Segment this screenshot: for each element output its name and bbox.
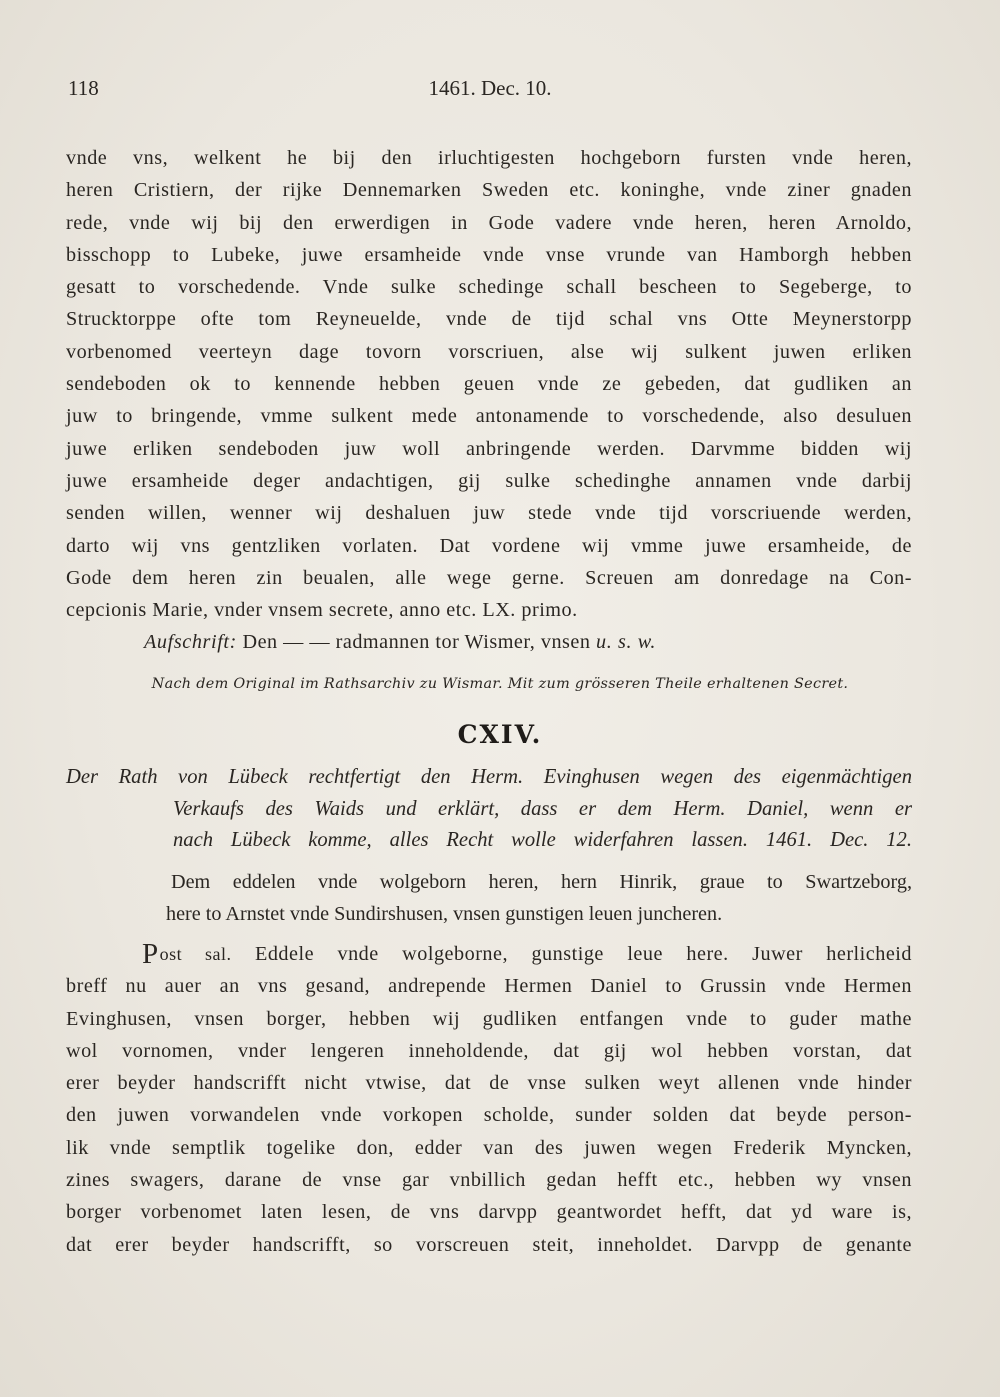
aufschrift-abbrev: u. s. w. <box>596 631 656 654</box>
letter-body <box>66 938 912 1261</box>
first-line-text: Eddele vnde wolgeborne, gunstige leue here. Juwer herlicheid <box>231 943 912 965</box>
text-line: Evinghusen, vnsen borger, hebben wij gudliken entfangen vnde to guder mathe <box>66 1007 912 1030</box>
text-line: erer beyder handscrifft nicht vtwise, dat de vnse sulken weyt allenen vnde hinder <box>66 1072 912 1095</box>
text-line: senden willen, wenner wij deshaluen juw stede vnde tijd vorscriuende werden, <box>66 502 912 525</box>
text-line: Strucktorppe ofte tom Reyneuelde, vnde de tijd schal vns Otte Meynerstorpp <box>66 308 912 331</box>
text-line: bisschopp to Lubeke, juwe ersamheide vnde vnse vrunde van Hamborgh hebben <box>66 243 912 266</box>
running-title: 1461. Dec. 10. <box>428 76 552 100</box>
text-line: borger vorbenomet laten lesen, de vns darvpp geantwordet hefft, dat yd ware is, <box>66 1201 912 1224</box>
page-number: 118 <box>68 76 99 100</box>
text-line: breff nu auer an vns gesand, andrepende Hermen Daniel to Grussin vnde Hermen <box>66 975 912 998</box>
text-line: cepcionis Marie, vnder vnsem secrete, anno etc. LX. primo. <box>66 599 578 622</box>
summary-line: Verkaufs des Waids und erklärt, dass er dem Herm. Daniel, wenn er <box>173 797 912 820</box>
summary-line: nach Lübeck komme, alles Recht wolle widerfahren lassen. 1461. Dec. 12. <box>173 829 912 851</box>
text-line: lik vnde semptlik togelike don, edder van des juwen wegen Frederik Myncken, <box>66 1136 912 1159</box>
aufschrift <box>66 626 912 658</box>
text-line: juwe erliken sendeboden juw woll anbringende werden. Darvmme bidden wij <box>66 437 912 460</box>
document-summary <box>66 762 912 857</box>
text-line: zines swagers, darane de vnse gar vnbillich gedan hefft etc., hebben wy vnsen <box>66 1169 912 1192</box>
page-header <box>68 76 912 106</box>
aufschrift-text: Den — — radmannen tor Wismer, vnsen <box>236 631 597 654</box>
first-line <box>66 938 912 970</box>
aufschrift-label: Aufschrift: <box>144 631 237 654</box>
text-line: Gode dem heren zin beualen, alle wege gerne. Screuen am donredage na Con- <box>66 566 912 589</box>
document-number: CXIV. <box>457 720 543 749</box>
previous-document-text <box>66 142 912 659</box>
text-line: sendeboden ok to kennende hebben geuen vnde ze gebeden, dat gudliken an <box>66 373 912 396</box>
source-note: Nach dem Original im Rathsarchiv zu Wismar. Mit zum grösseren Theile erhaltenen Secret. <box>151 676 849 692</box>
text-line: dat erer beyder handscrifft, so vorscreuen steit, inneholdet. Darvpp de genante <box>66 1233 912 1256</box>
address-line: here to Arnstet vnde Sundirshusen, vnsen gunstigen leuen juncheren. <box>166 903 723 926</box>
text-line: gesatt to vorschedende. Vnde sulke schedinge schall bescheen to Segeberge, to <box>66 276 912 299</box>
text-line: darto wij vns gentzliken vorlaten. Dat vordene wij vmme juwe ersamheide, de <box>66 534 912 557</box>
summary-line: Der Rath von Lübeck rechtfertigt den Herm. Evinghusen wegen des eigenmächtigen <box>66 766 912 788</box>
text-line: juw to bringende, vmme sulkent mede antonamende to vorschedende, also desuluen <box>66 405 912 428</box>
text-line: den juwen vorwandelen vnde vorkopen scholde, sunder solden dat beyde person- <box>66 1104 912 1127</box>
text-line: rede, vnde wij bij den erwerdigen in Gode vadere vnde heren, heren Arnoldo, <box>66 211 912 234</box>
text-line: vorbenomed veerteyn dage tovorn vorscriuen, alse wij sulkent juwen erliken <box>66 340 912 363</box>
text-line: heren Cristiern, der rijke Dennemarken Sweden etc. koninghe, vnde ziner gnaden <box>66 179 912 202</box>
address-block <box>66 866 912 931</box>
address-line: Dem eddelen vnde wolgeborn heren, hern Hinrik, graue to Swartzeborg, <box>171 871 912 893</box>
initial-letter: P <box>142 938 159 970</box>
text-line: wol vornomen, vnder lengeren inneholdende, dat gij wol hebben vorstan, dat <box>66 1039 912 1062</box>
text-line: juwe ersamheide deger andachtigen, gij sulke schedinghe annamen vnde darbij <box>66 469 912 492</box>
salutation: ost sal. <box>159 944 232 964</box>
text-line: vnde vns, welkent he bij den irluchtigesten hochgeborn fursten vnde heren, <box>66 147 912 169</box>
